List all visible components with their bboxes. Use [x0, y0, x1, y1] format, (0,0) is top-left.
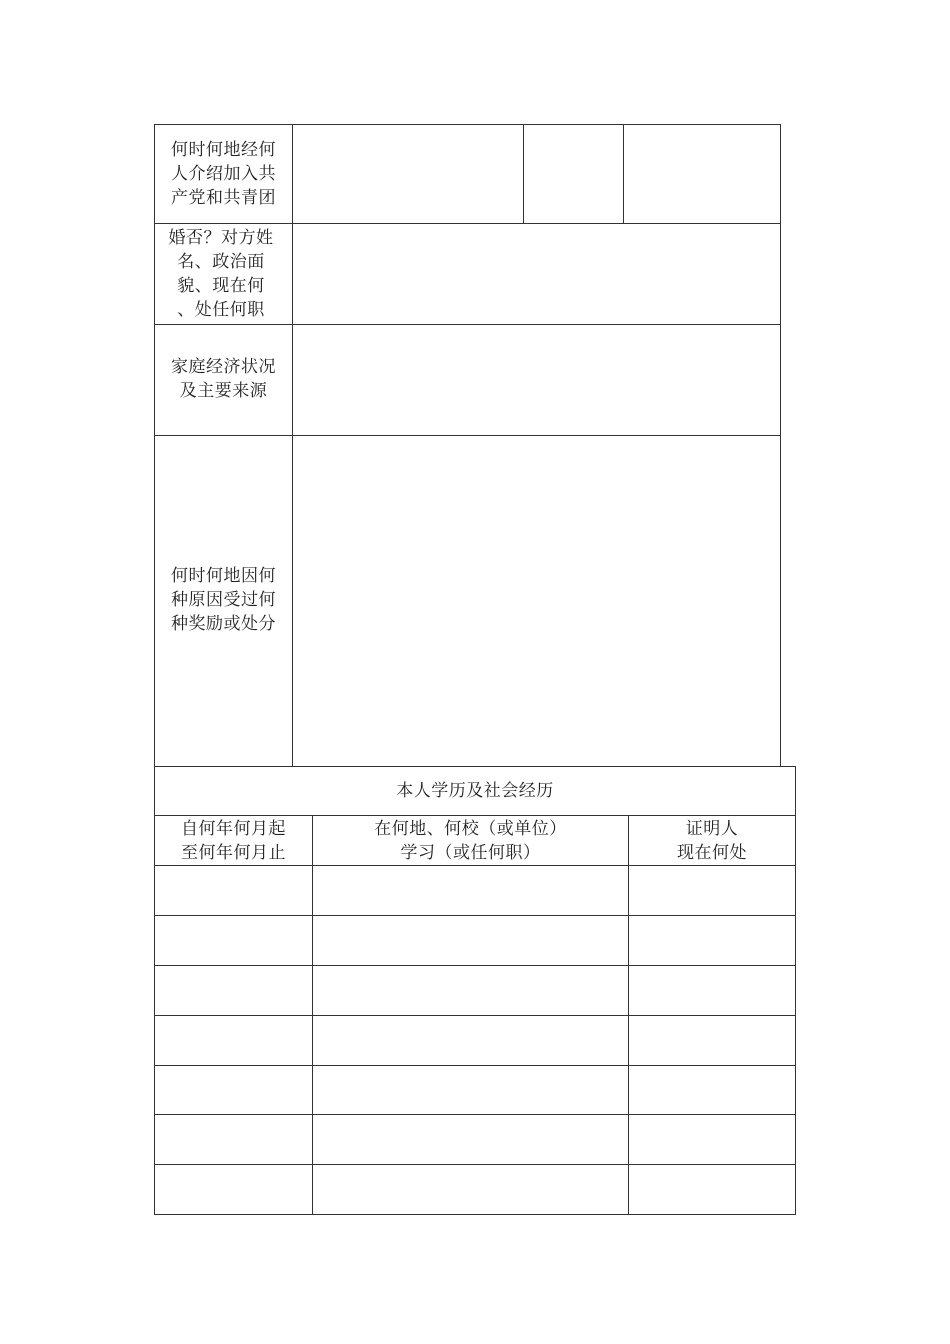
history-col-period-header: 自何年何月起 至何年何月止 — [181, 819, 286, 863]
history-bottom-border — [154, 1214, 796, 1215]
history-table-title: 本人学历及社会经历 — [396, 781, 554, 801]
rewards-punishments-label: 何时何地因何 种原因受过何 种奖励或处分 — [171, 566, 276, 634]
history-row[interactable] — [155, 866, 795, 915]
upper-right-border — [780, 124, 781, 766]
history-title-divider — [154, 815, 796, 816]
history-top-border — [154, 766, 796, 767]
history-row[interactable] — [155, 1016, 795, 1065]
history-row[interactable] — [155, 1115, 795, 1164]
rewards-punishments-field[interactable] — [293, 436, 780, 766]
upper-left-border — [154, 124, 155, 766]
party-join-label: 何时何地经何 人介绍加入共 产党和共青团 — [171, 140, 276, 208]
party-join-field[interactable] — [293, 125, 523, 223]
party-join-field-3[interactable] — [624, 125, 780, 223]
party-join-field-2[interactable] — [524, 125, 623, 223]
family-economy-field[interactable] — [293, 325, 780, 435]
history-row[interactable] — [155, 1165, 795, 1214]
marital-status-field[interactable] — [293, 224, 780, 324]
history-col-witness-header: 证明人 现在何处 — [677, 819, 747, 863]
history-row[interactable] — [155, 1066, 795, 1114]
marital-status-label: 婚否？对方姓 名、政治面 貌、现在何 、处任何职 — [168, 228, 274, 320]
history-row[interactable] — [155, 916, 795, 965]
history-col-place-header: 在何地、何校（或单位） 学习（或任何职） — [374, 819, 567, 863]
history-right-border — [795, 766, 796, 1215]
family-economy-label: 家庭经济状况 及主要来源 — [171, 357, 276, 401]
history-row[interactable] — [155, 966, 795, 1015]
